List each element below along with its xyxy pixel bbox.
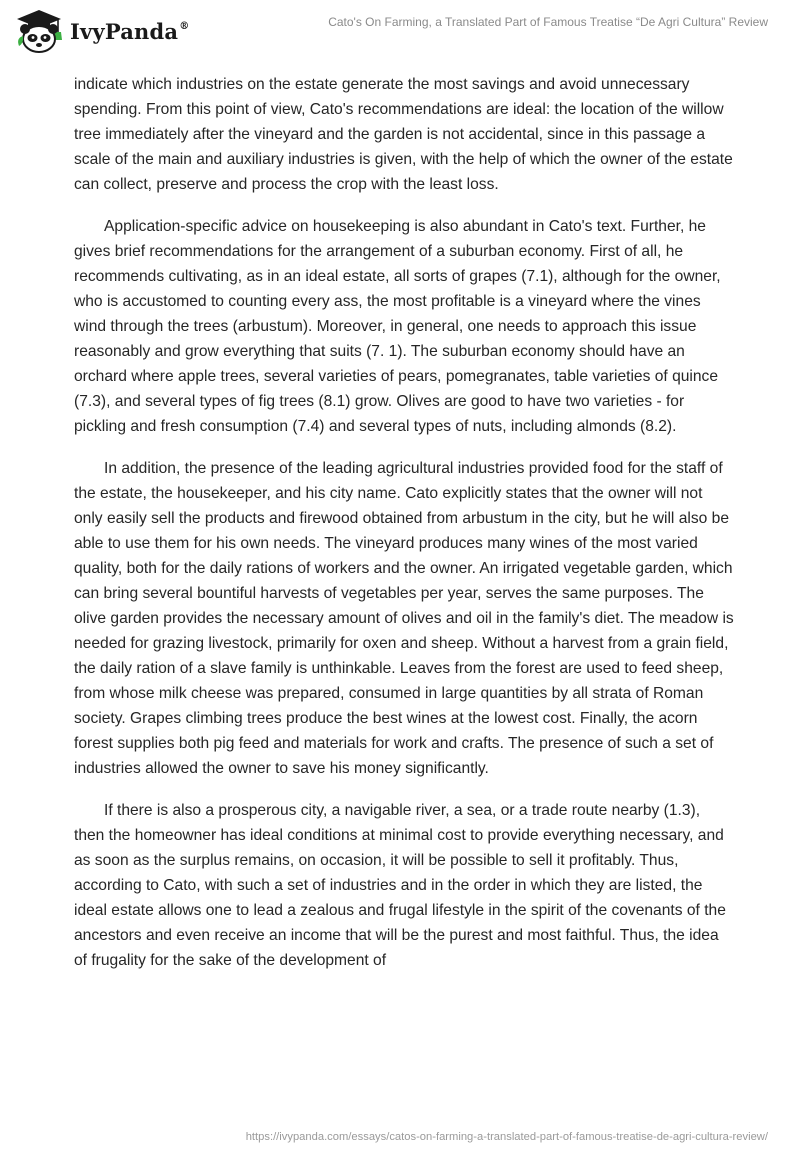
ivypanda-logo[interactable] bbox=[14, 8, 189, 54]
panda-graduate-icon bbox=[14, 8, 64, 54]
paragraph: indicate which industries on the estate generate the most savings and avoid unnecessary spending. From this point of view, Cato's recommendations are ideal: the location of the willow tree immediately after the vineyard and the garden is not accidental, since in this passage a scale of the main and auxiliary industries is given, with the help of which the owner of the estate can collect, preserve and process the crop with the least loss. bbox=[74, 76, 733, 193]
paragraph: Application-specific advice on housekeeping is also abundant in Cato's text. Further, he gives brief recommendations for the arrangement of a suburban economy. First of all, he recommends cultivating, as in an ideal estate, all sorts of grapes (7.1), although for the owner, who is accustomed to counting every ass, the most profitable is a vineyard where the vines wind through the trees (arbustum). Moreover, in general, one needs to approach this issue reasonably and grow everything that suits (7. 1). The suburban economy should have an orchard where apple trees, several varieties of pears, pomegranates, table varieties of quince (7.3), and several types of fig trees (8.1) grow. Olives are good to have two varieties - for pickling and fresh consumption (7.4) and several types of nuts, including almonds (8.2). bbox=[74, 218, 721, 435]
source-url[interactable]: https://ivypanda.com/essays/catos-on-farming-a-translated-part-of-famous-treatise-de-agri-cultura-review/ bbox=[245, 1131, 768, 1143]
page-header bbox=[0, 0, 800, 60]
essay-body bbox=[74, 72, 734, 990]
paragraph: If there is also a prosperous city, a navigable river, a sea, or a trade route nearby (1.3), then the homeowner has ideal conditions at minimal cost to provide everything necessary, and as soon as the surplus remains, on occasion, it will be possible to sell it profitably. Thus, according to Cato, with such a set of industries and in the order in which they are listed, the ideal estate allows one to lead a zealous and frugal lifestyle in the spirit of the covenants of the ancestors and even receive an income that will be the purest and most faithful. Thus, the idea of frugality for the sake of the development of bbox=[74, 802, 726, 969]
document-title: Cato's On Farming, a Translated Part of Famous Treatise “De Agri Cultura” Review bbox=[328, 15, 768, 29]
paragraph: In addition, the presence of the leading agricultural industries provided food for the staff of the estate, the housekeeper, and his city name. Cato explicitly states that the owner will not only easily sell the products and firewood obtained from arbustum in the city, but he will also be able to use them for his own needs. The vineyard produces many wines of the most varied quality, both for the daily rations of workers and the owner. An irrigated vegetable garden, which can bring several bountiful harvests of vegetables per year, serves the same purposes. The olive garden provides the necessary amount of olives and oil in the family's diet. The meadow is needed for grazing livestock, primarily for oxen and sheep. Without a harvest from a grain field, the daily ration of a slave family is unthinkable. Leaves from the forest are used to feed sheep, from whose milk cheese was prepared, consumed in large quantities by all strata of Roman society. Grapes climbing trees produce the best wines at the lowest cost. Finally, the acorn forest supplies both pig feed and materials for work and crafts. The presence of such a set of industries allowed the owner to save his money significantly. bbox=[74, 460, 734, 777]
logo-wordmark: IvyPanda® bbox=[70, 18, 190, 44]
